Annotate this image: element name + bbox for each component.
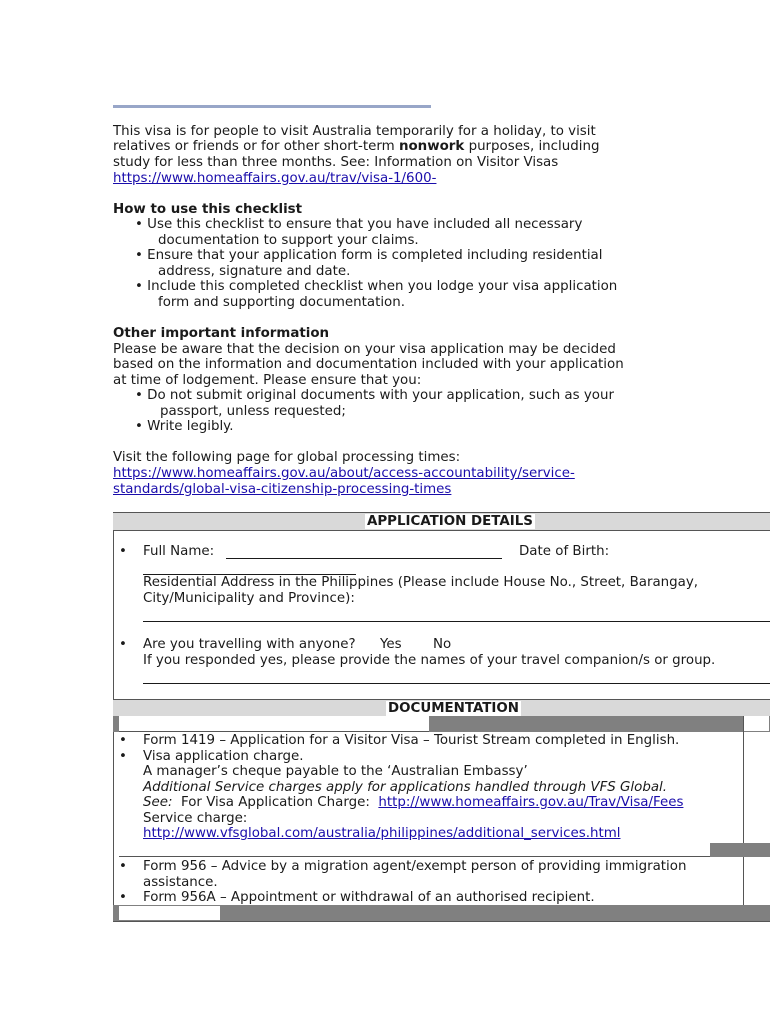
doc-check-header-1	[743, 716, 769, 731]
see-label: See:	[143, 795, 173, 810]
other-bullet-1-line-2: passport, unless requested;	[160, 404, 346, 419]
dob-label: Date of Birth:	[519, 544, 610, 559]
companions-field[interactable]	[143, 682, 770, 684]
full-name-label: Full Name:	[143, 544, 215, 559]
intro-line-2-post: purposes, including	[464, 139, 600, 154]
bullet-mark: •	[135, 279, 143, 294]
how-to-bullet-3-line-1: Include this completed checklist when you lodge your visa application	[147, 279, 618, 294]
visitor-visa-link[interactable]: https://www.homeaffairs.gov.au/trav/visa-1/600-	[113, 171, 437, 186]
travelling-question: Are you travelling with anyone?	[143, 637, 356, 652]
form956a-text: Form 956A – Appointment or withdrawal of an authorised recipient.	[143, 890, 595, 905]
documentation-header: DOCUMENTATION	[388, 701, 520, 716]
intro-nonwork-bold: nonwork	[398, 139, 465, 154]
doc-bottom-cell	[119, 906, 220, 920]
processing-link-line-1[interactable]: https://www.homeaffairs.gov.au/about/access-accountability/service-	[113, 466, 575, 481]
how-to-bullet-3	[135, 279, 617, 295]
form956-line-2: assistance.	[143, 875, 218, 890]
doc-subrow-cell-1	[119, 716, 429, 732]
intro-line-2	[113, 139, 599, 155]
bullet-full-name: •	[119, 544, 127, 559]
bullet-form1419: •	[119, 733, 127, 748]
how-to-bullet-1-line-2: documentation to support your claims.	[158, 233, 419, 248]
intro-line-3: study for less than three months. See: Information on Visitor Visas	[113, 155, 559, 170]
other-line-3: at time of lodgement. Please ensure that you:	[113, 373, 422, 388]
bullet-form956: •	[119, 859, 127, 874]
bullet-mark: •	[135, 419, 143, 434]
fees-link[interactable]: http://www.homeaffairs.gov.au/Trav/Visa/Fees	[378, 795, 684, 810]
application-details-header-bar	[113, 512, 770, 531]
how-to-bullet-1-line-1: Use this checklist to ensure that you have included all necessary	[147, 217, 583, 232]
other-bullet-1-line-1: Do not submit original documents with your application, such as your	[147, 388, 614, 403]
other-line-1: Please be aware that the decision on your visa application may be decided	[113, 342, 616, 357]
no-option[interactable]: No	[433, 637, 452, 652]
doc-row-separator	[119, 856, 710, 857]
how-to-bullet-2-line-2: address, signature and date.	[158, 264, 351, 279]
top-rule	[113, 105, 431, 108]
processing-text: Visit the following page for global processing times:	[113, 450, 461, 465]
other-bullet-1	[135, 388, 614, 404]
see-text: For Visa Application Charge:	[181, 795, 370, 810]
form956-line-1: Form 956 – Advice by a migration agent/exempt person of providing immigration	[143, 859, 687, 874]
service-note: Additional Service charges apply for applications handled through VFS Global.	[143, 780, 668, 795]
address-label-line-2: City/Municipality and Province):	[143, 591, 355, 606]
other-heading: Other important information	[113, 326, 330, 341]
full-name-field[interactable]	[226, 557, 502, 559]
cheque-text: A manager’s cheque payable to the ‘Australian Embassy’	[143, 764, 528, 779]
how-to-bullet-3-line-2: form and supporting documentation.	[158, 295, 405, 310]
bullet-travelling: •	[119, 637, 127, 652]
form1419-text: Form 1419 – Application for a Visitor Visa – Tourist Stream completed in English.	[143, 733, 680, 748]
address-label-line-1: Residential Address in the Philippines (Please include House No., Street, Barangay,	[143, 575, 699, 590]
how-to-heading: How to use this checklist	[113, 202, 303, 217]
bullet-mark: •	[135, 248, 143, 263]
vfs-services-link[interactable]: http://www.vfsglobal.com/australia/philippines/additional_services.html	[143, 826, 621, 841]
service-charge-label: Service charge:	[143, 811, 248, 826]
doc-subrow-bar-2	[710, 843, 770, 857]
address-field[interactable]	[143, 620, 770, 622]
how-to-bullet-2-line-1: Ensure that your application form is completed including residential	[147, 248, 603, 263]
other-bullet-2	[135, 419, 233, 435]
other-line-2: based on the information and documentation included with your application	[113, 357, 624, 372]
bullet-charge: •	[119, 749, 127, 764]
doc-check-column-line	[743, 716, 744, 906]
bullet-mark: •	[135, 388, 143, 403]
bullet-form956a: •	[119, 890, 127, 905]
intro-line-1: This visa is for people to visit Australia temporarily for a holiday, to visit	[113, 124, 596, 139]
see-line	[143, 795, 683, 811]
other-bullet-2-text: Write legibly.	[147, 419, 234, 434]
table-bottom-border	[113, 921, 770, 922]
bullet-mark: •	[135, 217, 143, 232]
how-to-bullet-2	[135, 248, 602, 264]
processing-link-line-2[interactable]: standards/global-visa-citizenship-processing-times	[113, 482, 452, 497]
intro-line-2-pre: relatives or friends or for other short-term	[113, 139, 399, 154]
visa-charge-text: Visa application charge.	[143, 749, 304, 764]
yes-option[interactable]: Yes	[380, 637, 402, 652]
companions-label: If you responded yes, please provide the names of your travel companion/s or group.	[143, 653, 716, 668]
how-to-bullet-1	[135, 217, 582, 233]
application-details-header: APPLICATION DETAILS	[367, 514, 533, 529]
